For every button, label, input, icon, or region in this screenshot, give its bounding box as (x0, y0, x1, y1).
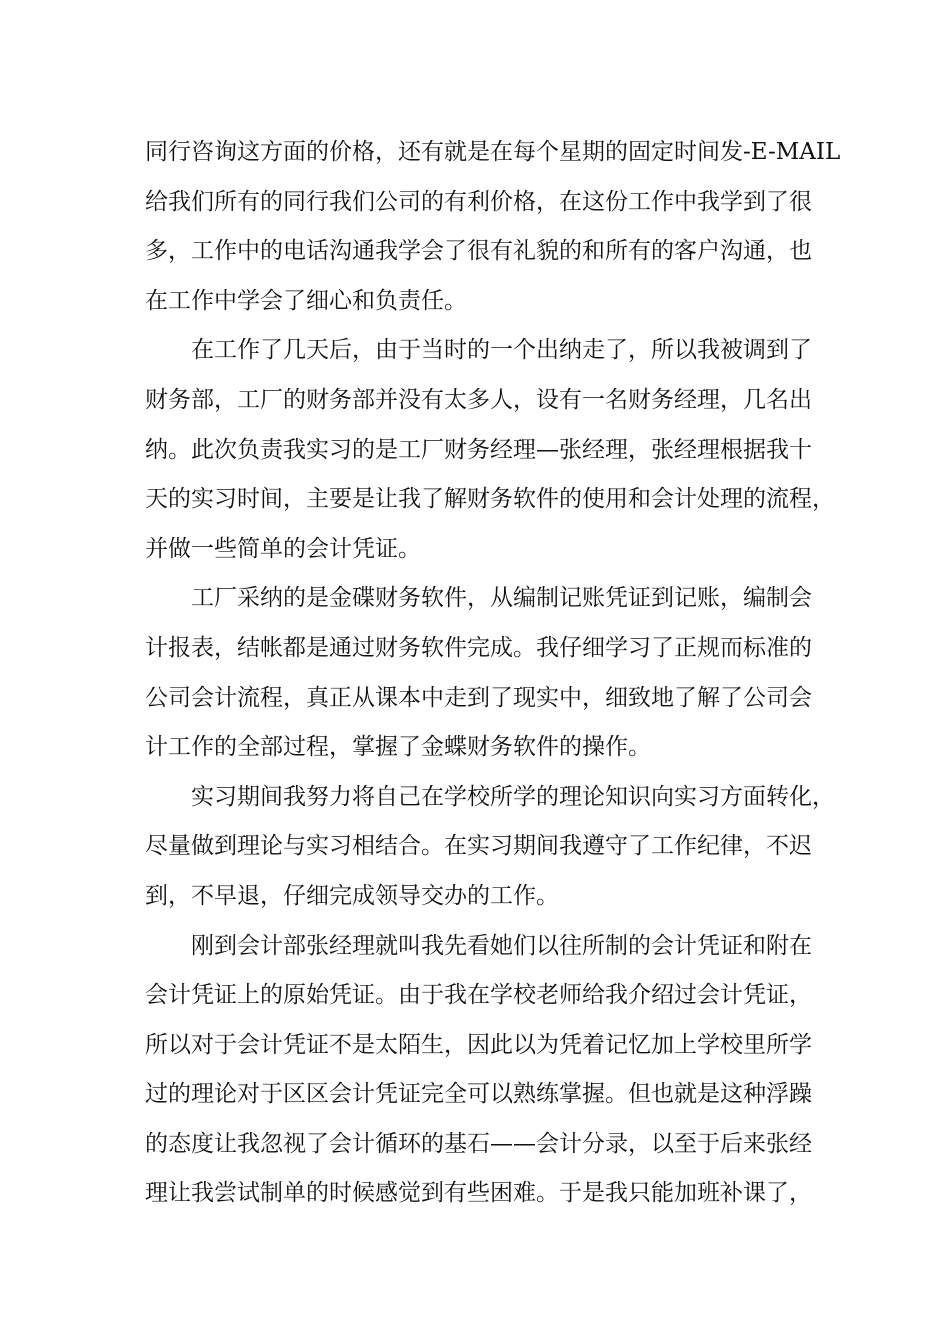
text-line: 给我们所有的同行我们公司的有利价格，在这份工作中我学到了很 (145, 188, 812, 215)
text-line: 在工作中学会了细心和负责任。 (145, 287, 467, 314)
text-line: 同行咨询这方面的价格，还有就是在每个星期的固定时间发-E-MAIL (145, 139, 841, 165)
text-line: 多，工作中的电话沟通我学会了很有礼貌的和所有的客户沟通，也 (145, 238, 812, 265)
text-line: 理让我尝试制单的时候感觉到有些困难。于是我只能加班补课了， (145, 1180, 812, 1207)
paragraph-start-line: 工厂采纳的是金碟财务软件，从编制记账凭证到记账，编制会 (191, 585, 812, 612)
text-line: 财务部，工厂的财务部并没有太多人，设有一名财务经理，几名出 (145, 386, 812, 413)
text-line: 公司会计流程，真正从课本中走到了现实中，细致地了解了公司会 (145, 684, 812, 711)
paragraph-start-line: 在工作了几天后，由于当时的一个出纳走了，所以我被调到了 (191, 337, 812, 364)
text-line: 的态度让我忽视了会计循环的基石——会计分录，以至于后来张经 (145, 1130, 812, 1157)
text-line: 尽量做到理论与实习相结合。在实习期间我遵守了工作纪律，不迟 (145, 833, 812, 860)
text-line: 纳。此次负责我实习的是工厂财务经理—张经理，张经理根据我十 (145, 436, 812, 463)
text-line: 计报表，结帐都是通过财务软件完成。我仔细学习了正规而标准的 (145, 634, 812, 661)
text-line: 到，不早退，仔细完成领导交办的工作。 (145, 882, 559, 909)
body-text (145, 128, 841, 1219)
text-line: 会计凭证上的原始凭证。由于我在学校老师给我介绍过会计凭证， (145, 982, 812, 1009)
paragraph-start-line: 实习期间我努力将自己在学校所学的理论知识向实习方面转化， (191, 783, 835, 810)
text-line: 计工作的全部过程，掌握了金蝶财务软件的操作。 (145, 734, 651, 761)
text-line: 天的实习时间，主要是让我了解财务软件的使用和会计处理的流程， (145, 486, 835, 513)
text-line: 过的理论对于区区会计凭证完全可以熟练掌握。但也就是这种浮躁 (145, 1081, 812, 1108)
text-line: 并做一些简单的会计凭证。 (145, 535, 421, 562)
paragraph-start-line: 刚到会计部张经理就叫我先看她们以往所制的会计凭证和附在 (191, 932, 812, 959)
text-line: 所以对于会计凭证不是太陌生，因此以为凭着记忆加上学校里所学 (145, 1031, 812, 1058)
